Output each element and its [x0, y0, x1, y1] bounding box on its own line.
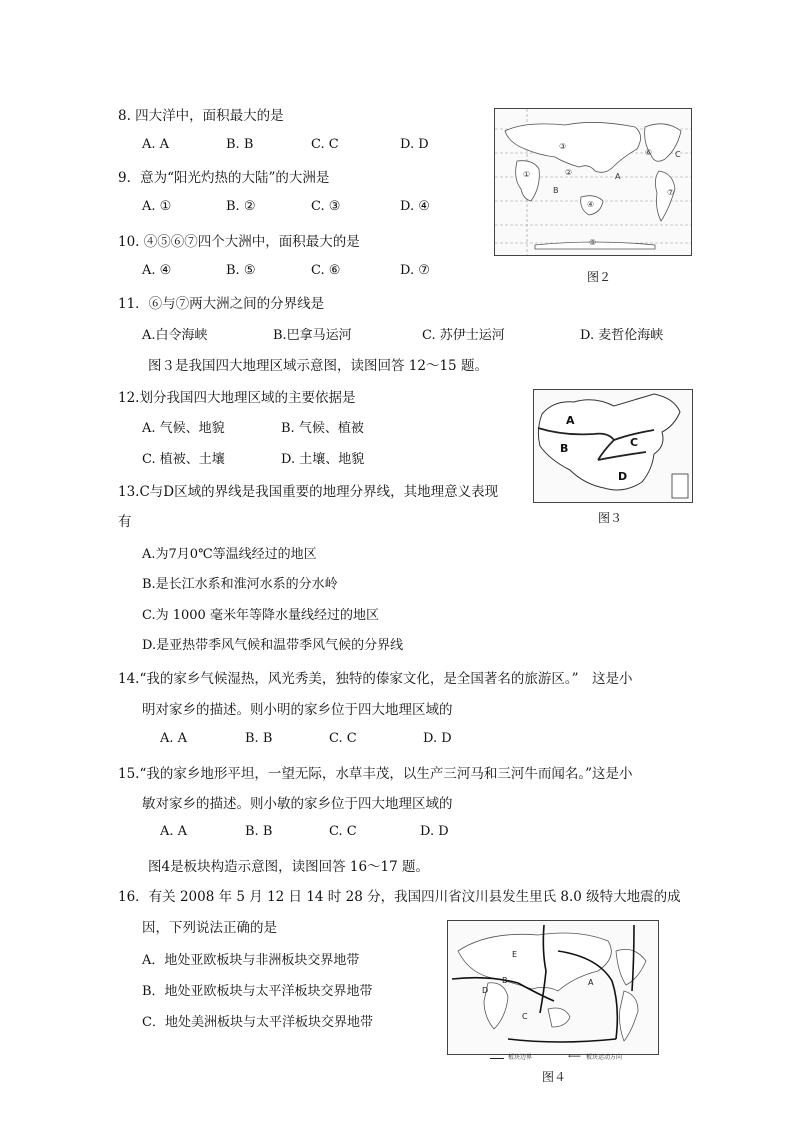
q14-option-c: C. C: [329, 731, 357, 746]
q13-option-a: A.为7月0℃等温线经过的地区: [142, 547, 317, 562]
fig2-label: ⑥: [645, 148, 653, 157]
fig4-label: A: [588, 978, 594, 987]
world-map-figure: [494, 108, 692, 256]
fig2-label: B: [553, 186, 559, 195]
fig4-label: E: [512, 950, 518, 959]
q9-option-d: D. ④: [400, 199, 430, 214]
q11-stem: 11．⑥与⑦两大洲之间的分界线是: [118, 296, 325, 312]
q16-option-a: A．地处亚欧板块与非洲板块交界地带: [142, 953, 360, 968]
q10-stem: 10. ④⑤⑥⑦四个大洲中，面积最大的是: [118, 234, 360, 250]
q9-option-a: A. ①: [142, 199, 172, 214]
q9-stem: 9．意为“阳光灼热的大陆”的大洲是: [118, 170, 330, 186]
q13-stem-line1: 13.C与D区域的界线是我国重要的地理分界线，其地理意义表现: [118, 484, 499, 500]
q13-stem-line2: 有: [118, 514, 132, 530]
q16-option-c: C．地处美洲板块与太平洋板块交界地带: [142, 1015, 373, 1030]
q11-option-c: C. 苏伊士运河: [422, 328, 505, 343]
q15-option-b: B. B: [245, 824, 273, 839]
q11-option-d: D. 麦哲伦海峡: [580, 328, 664, 343]
q10-option-b: B. ⑤: [226, 263, 256, 278]
q14-option-b: B. B: [245, 731, 273, 746]
q9-option-b: B. ②: [226, 199, 256, 214]
plate-tectonics-figure: [447, 920, 659, 1055]
q12-option-b: B. 气候、植被: [281, 421, 364, 436]
fig2-caption: 图２: [587, 270, 612, 284]
fig2-label: A: [615, 172, 621, 181]
q10-option-d: D. ⑦: [400, 263, 430, 278]
fig2-label: ④: [587, 200, 595, 209]
fig2-label: ⑤: [589, 238, 597, 247]
q15-option-a: A. A: [160, 824, 188, 839]
q12-option-c: C. 植被、土壤: [142, 452, 225, 467]
legend-motion-label: 板块运动方向: [586, 1054, 623, 1061]
fig4-label: D: [482, 986, 489, 995]
q11-option-b: B.巴拿马运河: [273, 328, 352, 343]
fig2-label: ③: [559, 142, 567, 151]
q13-option-b: B.是长江水系和淮河水系的分水岭: [142, 577, 338, 592]
fig3-label: A: [566, 414, 575, 427]
fig2-label: C: [675, 150, 681, 159]
q8-option-a: A. A: [142, 137, 170, 152]
q14-option-a: A. A: [160, 731, 188, 746]
q12-option-d: D. 土壤、地貌: [281, 452, 365, 467]
fig4-legend: [490, 1052, 660, 1066]
figure4-intro: 图4是板块构造示意图，读图回答 16～17 题。: [148, 859, 430, 875]
q12-stem: 12.划分我国四大地理区域的主要依据是: [118, 390, 356, 406]
q8-option-c: C. C: [311, 137, 339, 152]
fig2-label: ②: [565, 168, 573, 177]
q14-stem-line2: 明对家乡的描述。则小明的家乡位于四大地理区域的: [142, 702, 453, 718]
q16-stem-line1: 16．有关 2008 年 5 月 12 日 14 时 28 分，我国四川省汶川县发生里氏 8.0 级特大地震的成: [118, 889, 681, 905]
fig3-caption: 图３: [598, 511, 623, 525]
q15-option-d: D. D: [420, 824, 449, 839]
q8-option-b: B. B: [226, 137, 254, 152]
q13-option-d: D.是亚热带季风气候和温带季风气候的分界线: [142, 638, 404, 653]
q11-option-a: A.白令海峡: [142, 328, 208, 343]
q15-stem-line2: 敏对家乡的描述。则小敏的家乡位于四大地理区域的: [142, 796, 453, 812]
q16-stem-line2: 因，下列说法正确的是: [142, 920, 277, 936]
fig3-label: D: [618, 470, 628, 483]
q12-option-a: A. 气候、地貌: [142, 421, 225, 436]
q16-option-b: B．地处亚欧板块与太平洋板块交界地带: [142, 984, 373, 999]
fig2-label: ①: [523, 170, 531, 179]
q15-option-c: C. C: [329, 824, 357, 839]
q14-option-d: D. D: [423, 731, 452, 746]
china-regions-figure: [533, 389, 693, 503]
q8-option-d: D. D: [400, 137, 429, 152]
q13-option-c: C.为 1000 毫米年等降水量线经过的地区: [142, 608, 379, 623]
fig3-label: C: [630, 436, 639, 449]
q14-stem-line1: 14.“我的家乡气候湿热，风光秀美，独特的傣家文化，是全国著名的旅游区。” 这是小: [118, 671, 633, 687]
figure3-intro: 图３是我国四大地理区域示意图，读图回答 12～15 题。: [148, 358, 488, 374]
q10-option-a: A. ④: [142, 263, 172, 278]
q15-stem-line1: 15.“我的家乡地形平坦，一望无际，水草丰茂，以生产三河马和三河牛而闻名。”这是小: [118, 766, 633, 782]
fig3-label: B: [560, 442, 569, 455]
fig4-label: B: [502, 976, 508, 985]
legend-arrow-icon: ⟵: [568, 1052, 581, 1062]
q9-option-c: C. ③: [311, 199, 341, 214]
fig4-label: C: [522, 1012, 528, 1021]
legend-boundary-label: 板块边界: [508, 1054, 533, 1061]
fig2-label: ⑦: [667, 188, 675, 197]
legend-line-icon: [490, 1058, 504, 1059]
q8-stem: 8. 四大洋中，面积最大的是: [118, 108, 284, 124]
q10-option-c: C. ⑥: [311, 263, 341, 278]
fig4-caption: 图４: [542, 1070, 567, 1084]
